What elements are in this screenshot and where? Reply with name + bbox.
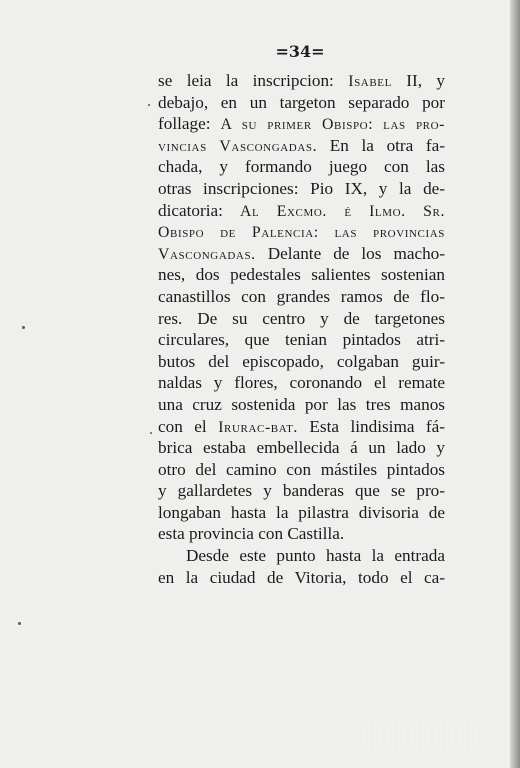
text-line: Obispo de Palencia: las provincias bbox=[158, 224, 445, 242]
text-line: res. De su centro y de targetones bbox=[158, 308, 445, 328]
text-line: circulares, que tenian pintados atri- bbox=[158, 330, 445, 350]
page-binding-edge bbox=[510, 0, 520, 768]
paper-speck bbox=[148, 104, 150, 106]
text-line: canastillos con grandes ramos de flo- bbox=[158, 286, 445, 306]
text-line: una cruz sostenida por las tres manos bbox=[158, 394, 445, 414]
text-line: debajo, en un targeton separado por bbox=[158, 92, 445, 112]
text-line-paragraph-end: esta provincia con Castilla. bbox=[158, 524, 345, 544]
text-line: otro del camino con mástiles pintados bbox=[158, 459, 445, 479]
text-line: butos del episcopado, colgaban guir- bbox=[158, 351, 445, 371]
text-line: en la ciudad de Vitoria, todo el ca- bbox=[158, 567, 445, 587]
text-line: brica estaba embellecida á un lado y bbox=[158, 438, 445, 458]
text-line: dicatoria: Al Excmo. é Ilmo. Sr. bbox=[158, 200, 445, 220]
paper-speck bbox=[22, 326, 25, 329]
text-line: naldas y flores, coronando el remate bbox=[158, 373, 445, 393]
text-line: otras inscripciones: Pio IX, y la de- bbox=[158, 178, 445, 198]
text-line: vincias Vascongadas. En la otra fa- bbox=[158, 135, 445, 155]
text-line: se leia la inscripcion: Isabel II, y bbox=[158, 71, 445, 90]
page-number-value: 34 bbox=[288, 42, 312, 61]
paper-speck bbox=[150, 432, 152, 434]
text-line: follage: A su primer Obispo: las pro- bbox=[158, 114, 445, 134]
paper-speck bbox=[18, 622, 21, 625]
page-number: =34= bbox=[275, 42, 325, 61]
text-line: longaban hasta la pilastra divisoria de bbox=[158, 502, 445, 522]
text-line-paragraph-start: Desde este punto hasta la entrada bbox=[186, 546, 445, 566]
text-line: nes, dos pedestales salientes sostenian bbox=[158, 265, 445, 285]
text-line: chada, y formando juego con las bbox=[158, 157, 445, 177]
text-line: Vascongadas. Delante de los macho- bbox=[158, 243, 445, 263]
body-text bbox=[158, 70, 445, 588]
text-line: y gallardetes y banderas que se pro- bbox=[158, 481, 445, 501]
print-texture bbox=[362, 724, 482, 750]
text-line: con el Irurac-bat. Esta lindisima fá- bbox=[158, 416, 445, 436]
